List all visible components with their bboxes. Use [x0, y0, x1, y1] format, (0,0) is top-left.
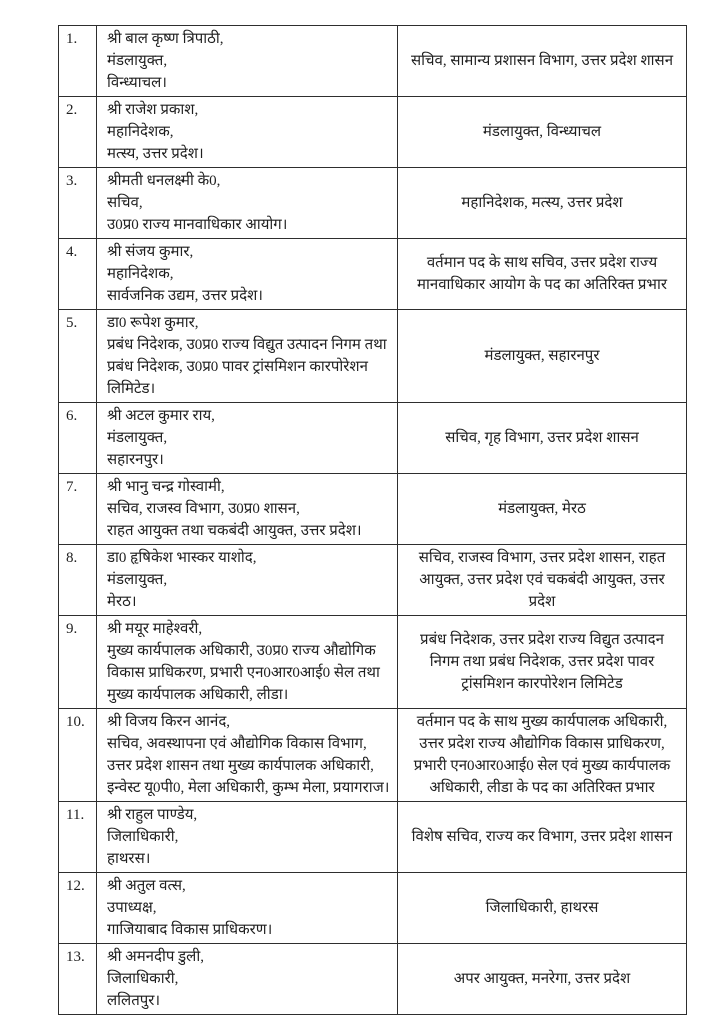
officer-detail-line: श्री अटल कुमार राय, — [107, 408, 215, 424]
new-posting-cell: मंडलायुक्त, विन्ध्याचल — [398, 97, 687, 168]
new-posting-cell: मंडलायुक्त, मेरठ — [398, 474, 687, 545]
officer-detail-line: मंडलायुक्त, — [107, 53, 168, 69]
table-row — [59, 239, 687, 310]
officer-detail-line: उत्तर प्रदेश शासन तथा मुख्य कार्यपालक अधिकारी, — [107, 758, 374, 774]
officer-detail-line: श्री विजय किरन आनंद, — [107, 714, 231, 730]
officer-current-post-cell — [97, 310, 398, 403]
serial-number-cell: 10. — [59, 709, 97, 802]
officer-detail-line: राहत आयुक्त तथा चकबंदी आयुक्त, उत्तर प्रदेश। — [107, 523, 362, 539]
officer-detail-line: सहारनपुर। — [107, 452, 164, 468]
table-row — [59, 403, 687, 474]
officer-current-post-cell — [97, 97, 398, 168]
new-posting-cell: प्रबंध निदेशक, उत्तर प्रदेश राज्य विद्युत उत्पादन निगम तथा प्रबंध निदेशक, उत्तर प्रदेश पावर ट्रांसमिशन कारपोरेशन लिमिटेड — [398, 616, 687, 709]
officer-detail-line: विन्ध्याचल। — [107, 75, 167, 91]
new-posting-cell: जिलाधिकारी, हाथरस — [398, 873, 687, 944]
officer-detail-line: ललितपुर। — [107, 993, 161, 1009]
officer-detail-line: मेरठ। — [107, 594, 137, 610]
officer-detail-line: श्री संजय कुमार, — [107, 244, 194, 260]
officer-detail-line: सार्वजनिक उद्यम, उत्तर प्रदेश। — [107, 288, 263, 304]
officer-detail-line: महानिदेशक, — [107, 124, 174, 140]
serial-number-cell: 2. — [59, 97, 97, 168]
new-posting-cell: अपर आयुक्त, मनरेगा, उत्तर प्रदेश — [398, 944, 687, 1015]
table-row — [59, 802, 687, 873]
officer-detail-line: गाजियाबाद विकास प्राधिकरण। — [107, 922, 273, 938]
officer-detail-line: प्रबंध निदेशक, उ0प्र0 राज्य विद्युत उत्पादन निगम तथा — [107, 337, 387, 353]
transfer-table-body — [59, 26, 687, 1015]
officer-detail-line: उपाध्यक्ष, — [107, 900, 157, 916]
officer-detail-line: विकास प्राधिकरण, प्रभारी एन0आर0आई0 सेल तथा — [107, 665, 380, 681]
officer-detail-line: श्री राहुल पाण्डेय, — [107, 807, 198, 823]
officer-current-post-cell — [97, 403, 398, 474]
officer-detail-line: श्री अतुल वत्स, — [107, 878, 186, 894]
officer-detail-line: मंडलायुक्त, — [107, 430, 168, 446]
officer-current-post-cell — [97, 545, 398, 616]
officer-detail-line: लिमिटेड। — [107, 381, 156, 397]
officer-current-post-cell — [97, 802, 398, 873]
officer-transfer-table — [58, 25, 687, 1015]
officer-detail-line: श्रीमती धनलक्ष्मी के0, — [107, 173, 221, 189]
table-row — [59, 97, 687, 168]
officer-current-post-cell — [97, 709, 398, 802]
officer-detail-line: जिलाधिकारी, — [107, 829, 179, 845]
new-posting-cell: विशेष सचिव, राज्य कर विभाग, उत्तर प्रदेश शासन — [398, 802, 687, 873]
officer-detail-line: मुख्य कार्यपालक अधिकारी, लीडा। — [107, 687, 289, 703]
officer-detail-line: हाथरस। — [107, 851, 151, 867]
table-row — [59, 545, 687, 616]
serial-number-cell: 3. — [59, 168, 97, 239]
serial-number-cell: 5. — [59, 310, 97, 403]
new-posting-cell: वर्तमान पद के साथ सचिव, उत्तर प्रदेश राज्य मानवाधिकार आयोग के पद का अतिरिक्त प्रभार — [398, 239, 687, 310]
officer-current-post-cell — [97, 474, 398, 545]
officer-detail-line: श्री बाल कृष्ण त्रिपाठी, — [107, 31, 224, 47]
new-posting-cell: वर्तमान पद के साथ मुख्य कार्यपालक अधिकारी, उत्तर प्रदेश राज्य औद्योगिक विकास प्राधिकरण, प्रभारी एन0आर0आई0 सेल एवं मुख्य कार्यपालक अधिकारी, लीडा के पद का अतिरिक्त प्रभार — [398, 709, 687, 802]
new-posting-cell: मंडलायुक्त, सहारनपुर — [398, 310, 687, 403]
serial-number-cell: 1. — [59, 26, 97, 97]
serial-number-cell: 9. — [59, 616, 97, 709]
officer-detail-line: इन्वेस्ट यू0पी0, मेला अधिकारी, कुम्भ मेला, प्रयागराज। — [107, 780, 390, 796]
officer-detail-line: सचिव, अवस्थापना एवं औद्योगिक विकास विभाग, — [107, 736, 367, 752]
table-row — [59, 709, 687, 802]
serial-number-cell: 4. — [59, 239, 97, 310]
officer-detail-line: श्री अमनदीप डुली, — [107, 949, 204, 965]
officer-current-post-cell — [97, 168, 398, 239]
table-row — [59, 26, 687, 97]
serial-number-cell: 8. — [59, 545, 97, 616]
new-posting-cell: सचिव, राजस्व विभाग, उत्तर प्रदेश शासन, राहत आयुक्त, उत्तर प्रदेश एवं चकबंदी आयुक्त, उत्तर प्रदेश — [398, 545, 687, 616]
officer-current-post-cell — [97, 239, 398, 310]
officer-current-post-cell — [97, 944, 398, 1015]
serial-number-cell: 12. — [59, 873, 97, 944]
table-row — [59, 474, 687, 545]
officer-detail-line: मत्स्य, उत्तर प्रदेश। — [107, 146, 204, 162]
new-posting-cell: महानिदेशक, मत्स्य, उत्तर प्रदेश — [398, 168, 687, 239]
table-row — [59, 873, 687, 944]
table-row — [59, 168, 687, 239]
officer-detail-line: उ0प्र0 राज्य मानवाधिकार आयोग। — [107, 217, 288, 233]
officer-detail-line: जिलाधिकारी, — [107, 971, 179, 987]
new-posting-cell: सचिव, गृह विभाग, उत्तर प्रदेश शासन — [398, 403, 687, 474]
officer-detail-line: डा0 हृषिकेश भास्कर याशोद, — [107, 550, 257, 566]
officer-current-post-cell — [97, 873, 398, 944]
officer-current-post-cell — [97, 26, 398, 97]
table-row — [59, 944, 687, 1015]
officer-detail-line: डा0 रूपेश कुमार, — [107, 315, 199, 331]
officer-detail-line: श्री मयूर माहेश्वरी, — [107, 621, 203, 637]
officer-detail-line: मंडलायुक्त, — [107, 572, 168, 588]
serial-number-cell: 6. — [59, 403, 97, 474]
officer-detail-line: सचिव, राजस्व विभाग, उ0प्र0 शासन, — [107, 501, 300, 517]
officer-detail-line: श्री भानु चन्द्र गोस्वामी, — [107, 479, 225, 495]
serial-number-cell: 7. — [59, 474, 97, 545]
officer-detail-line: प्रबंध निदेशक, उ0प्र0 पावर ट्रांसमिशन कारपोरेशन — [107, 359, 368, 375]
new-posting-cell: सचिव, सामान्य प्रशासन विभाग, उत्तर प्रदेश शासन — [398, 26, 687, 97]
table-row — [59, 616, 687, 709]
officer-detail-line: मुख्य कार्यपालक अधिकारी, उ0प्र0 राज्य औद्योगिक — [107, 643, 376, 659]
officer-detail-line: महानिदेशक, — [107, 266, 174, 282]
serial-number-cell: 11. — [59, 802, 97, 873]
table-row — [59, 310, 687, 403]
officer-current-post-cell — [97, 616, 398, 709]
officer-detail-line: सचिव, — [107, 195, 143, 211]
officer-detail-line: श्री राजेश प्रकाश, — [107, 102, 199, 118]
serial-number-cell: 13. — [59, 944, 97, 1015]
